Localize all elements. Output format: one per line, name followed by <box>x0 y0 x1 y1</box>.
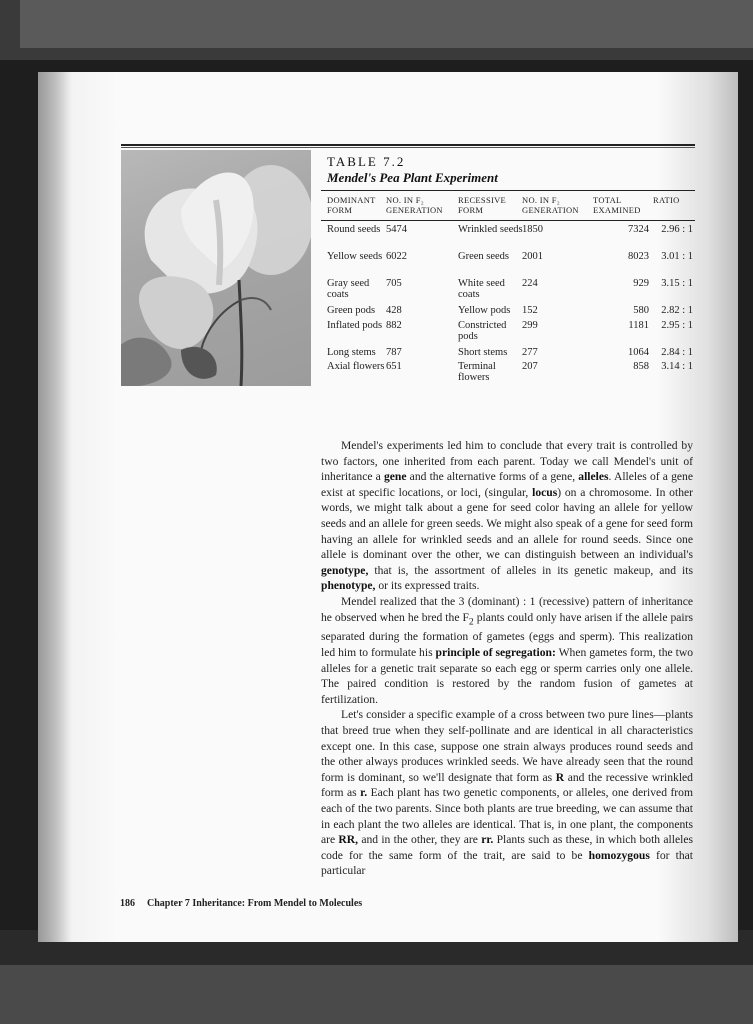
cell-recessive: White seed coats <box>458 278 505 300</box>
gutter-shadow <box>38 72 72 942</box>
table-rule-top <box>121 144 695 146</box>
col-header-ratio: RATIO <box>653 195 680 205</box>
paragraph-alleles <box>321 438 693 594</box>
cell-recessive: Terminal flowers <box>458 361 496 383</box>
table-7-2 <box>121 144 695 386</box>
subscript-2: 2 <box>468 615 474 627</box>
cell-ratio: 3.01 : 1 <box>661 251 693 262</box>
cell-dominant-count: 651 <box>386 361 402 372</box>
cell-recessive-count: 2001 <box>522 251 543 262</box>
cell-ratio: 3.14 : 1 <box>661 361 693 372</box>
term-locus: locus <box>532 485 558 499</box>
header-rule-bottom <box>321 220 695 221</box>
cell-total: 1064 <box>628 347 649 358</box>
paragraph-segregation <box>321 594 693 707</box>
text-run: ) on a chromosome. In other words, we might talk about a gene for seed color having an allele for yellow seeds and an allele for green seeds. We might also speak of a gene for seed form having an allele for wrinkled seeds and an allele for round seeds. Since one allele is dominant over the other, we can distinguish between an individual's <box>321 485 693 562</box>
symbol-R: R <box>555 770 565 784</box>
symbol-RR: RR, <box>338 833 359 847</box>
cell-recessive-count: 152 <box>522 305 538 316</box>
cell-recessive: Green seeds <box>458 251 510 262</box>
cell-dominant-count: 5474 <box>386 224 407 235</box>
book-page <box>38 72 738 942</box>
cell-recessive-count: 299 <box>522 320 538 331</box>
cell-total: 929 <box>633 278 649 289</box>
col-header-dominant: DOMINANT FORM <box>327 195 376 215</box>
text-run: or its expressed traits. <box>375 579 480 593</box>
cell-ratio: 3.15 : 1 <box>661 278 693 289</box>
table-label: TABLE 7.2 <box>327 154 406 169</box>
cell-total: 8023 <box>628 251 649 262</box>
cell-dominant: Round seeds <box>327 224 381 235</box>
cell-dominant-count: 6022 <box>386 251 407 262</box>
running-chapter-title: Chapter 7 Inheritance: From Mendel to Molecules <box>147 898 363 909</box>
page-footer <box>120 898 362 909</box>
cell-ratio: 2.82 : 1 <box>661 305 693 316</box>
cell-total: 1181 <box>628 320 649 331</box>
cell-recessive: Short stems <box>458 347 508 358</box>
term-phenotype: phenotype, <box>321 579 376 593</box>
cell-recessive: Wrinkled seeds <box>458 224 523 235</box>
cell-dominant-count: 882 <box>386 320 402 331</box>
page-number: 186 <box>120 898 135 909</box>
scanner-lid <box>20 0 753 48</box>
col-header-dominant-count: NO. IN F₂ GENERATION <box>386 195 443 215</box>
text-run: . Alleles of a gene exist at specific locations, or loci, (singular, <box>321 470 693 499</box>
cell-dominant: Axial flowers <box>327 361 385 372</box>
pea-flower-image <box>121 150 311 386</box>
header-rule-top <box>321 190 695 191</box>
cell-dominant-count: 705 <box>386 278 402 289</box>
text-run: for that particular <box>321 848 694 878</box>
paragraph-cross-example <box>321 707 693 879</box>
cell-dominant: Long stems <box>327 347 376 358</box>
cell-ratio: 2.84 : 1 <box>661 347 693 358</box>
cell-recessive-count: 1850 <box>522 224 543 235</box>
cell-recessive-count: 224 <box>522 278 538 289</box>
text-run: plants could only have arisen if the allele pairs separated during the formation of gametes (eggs and sperm). This realization led him to formulate his <box>321 610 694 660</box>
cell-dominant: Green pods <box>327 305 376 316</box>
cell-dominant-count: 787 <box>386 347 402 358</box>
cell-recessive: Constricted pods <box>458 320 507 342</box>
cell-total: 858 <box>633 361 649 372</box>
cell-dominant: Inflated pods <box>327 320 383 331</box>
symbol-r: r. <box>360 786 368 800</box>
table-title: Mendel's Pea Plant Experiment <box>327 170 498 185</box>
cell-total: 7324 <box>628 224 649 235</box>
pea-flower-photo <box>121 150 311 386</box>
cell-recessive-count: 277 <box>522 347 538 358</box>
text-run: Each plant has two genetic components, or alleles, one derived from each of the two parents. Since both plants are true breeding, we can assume that in each plant the two alleles are identical. That is, in one plant, the components are <box>321 786 693 847</box>
table-rule-top-thin <box>121 147 695 148</box>
col-header-total: TOTAL EXAMINED <box>593 195 641 215</box>
term-alleles: alleles <box>578 470 609 484</box>
body-text <box>321 438 693 879</box>
col-header-recessive: RECESSIVE FORM <box>458 195 507 215</box>
text-run: and the recessive wrinkled form as <box>321 770 693 800</box>
cell-recessive: Yellow pods <box>458 305 511 316</box>
term-homozygous: homozygous <box>588 848 650 862</box>
text-run: Mendel's experiments led him to conclude that every trait is controlled by two factors, one inherited from each parent. Today we call Mendel's unit of inheritance a <box>321 439 693 484</box>
text-run: Let's consider a specific example of a cross between two pure lines—plants that breed true when they self-pollinate and are identical in all characteristics except one. In this case, suppose one strain always produces round seeds and the other always produces wrinkled seeds. We have already seen that the round form is dominant, so we'll designate that form as <box>321 708 693 784</box>
cell-dominant-count: 428 <box>386 305 402 316</box>
term-genotype: genotype, <box>321 563 369 577</box>
text-run: and in the other, they are <box>358 833 482 847</box>
cell-dominant: Yellow seeds <box>327 251 383 262</box>
text-run: Plants such as these, in which both alleles code for the same form of the trait, are said to be <box>321 833 693 862</box>
cell-ratio: 2.96 : 1 <box>661 224 693 235</box>
cell-recessive-count: 207 <box>522 361 538 372</box>
scanner-bed <box>0 965 753 1024</box>
symbol-rr: rr. <box>481 833 494 847</box>
text-run: that is, the assortment of alleles in its genetic makeup, and its <box>368 563 693 577</box>
term-gene: gene <box>383 470 407 484</box>
text-run: and the alternative forms of a gene, <box>406 470 579 484</box>
text-run: Mendel realized that the 3 (dominant) : 1 (recessive) pattern of inheritance he observed when he bred the F <box>321 594 693 624</box>
cell-dominant: Gray seed coats <box>327 278 370 300</box>
cell-ratio: 2.95 : 1 <box>661 320 693 331</box>
text-run: When gametes form, the two alleles for a genetic trait separate so each egg or sperm carries only one allele. The paired condition is restored by the random fusion of gametes at fertilization. <box>321 646 693 706</box>
col-header-recessive-count: NO. IN F₂ GENERATION <box>522 195 579 215</box>
cell-total: 580 <box>633 305 649 316</box>
term-principle-of-segregation: principle of segregation: <box>435 646 556 660</box>
